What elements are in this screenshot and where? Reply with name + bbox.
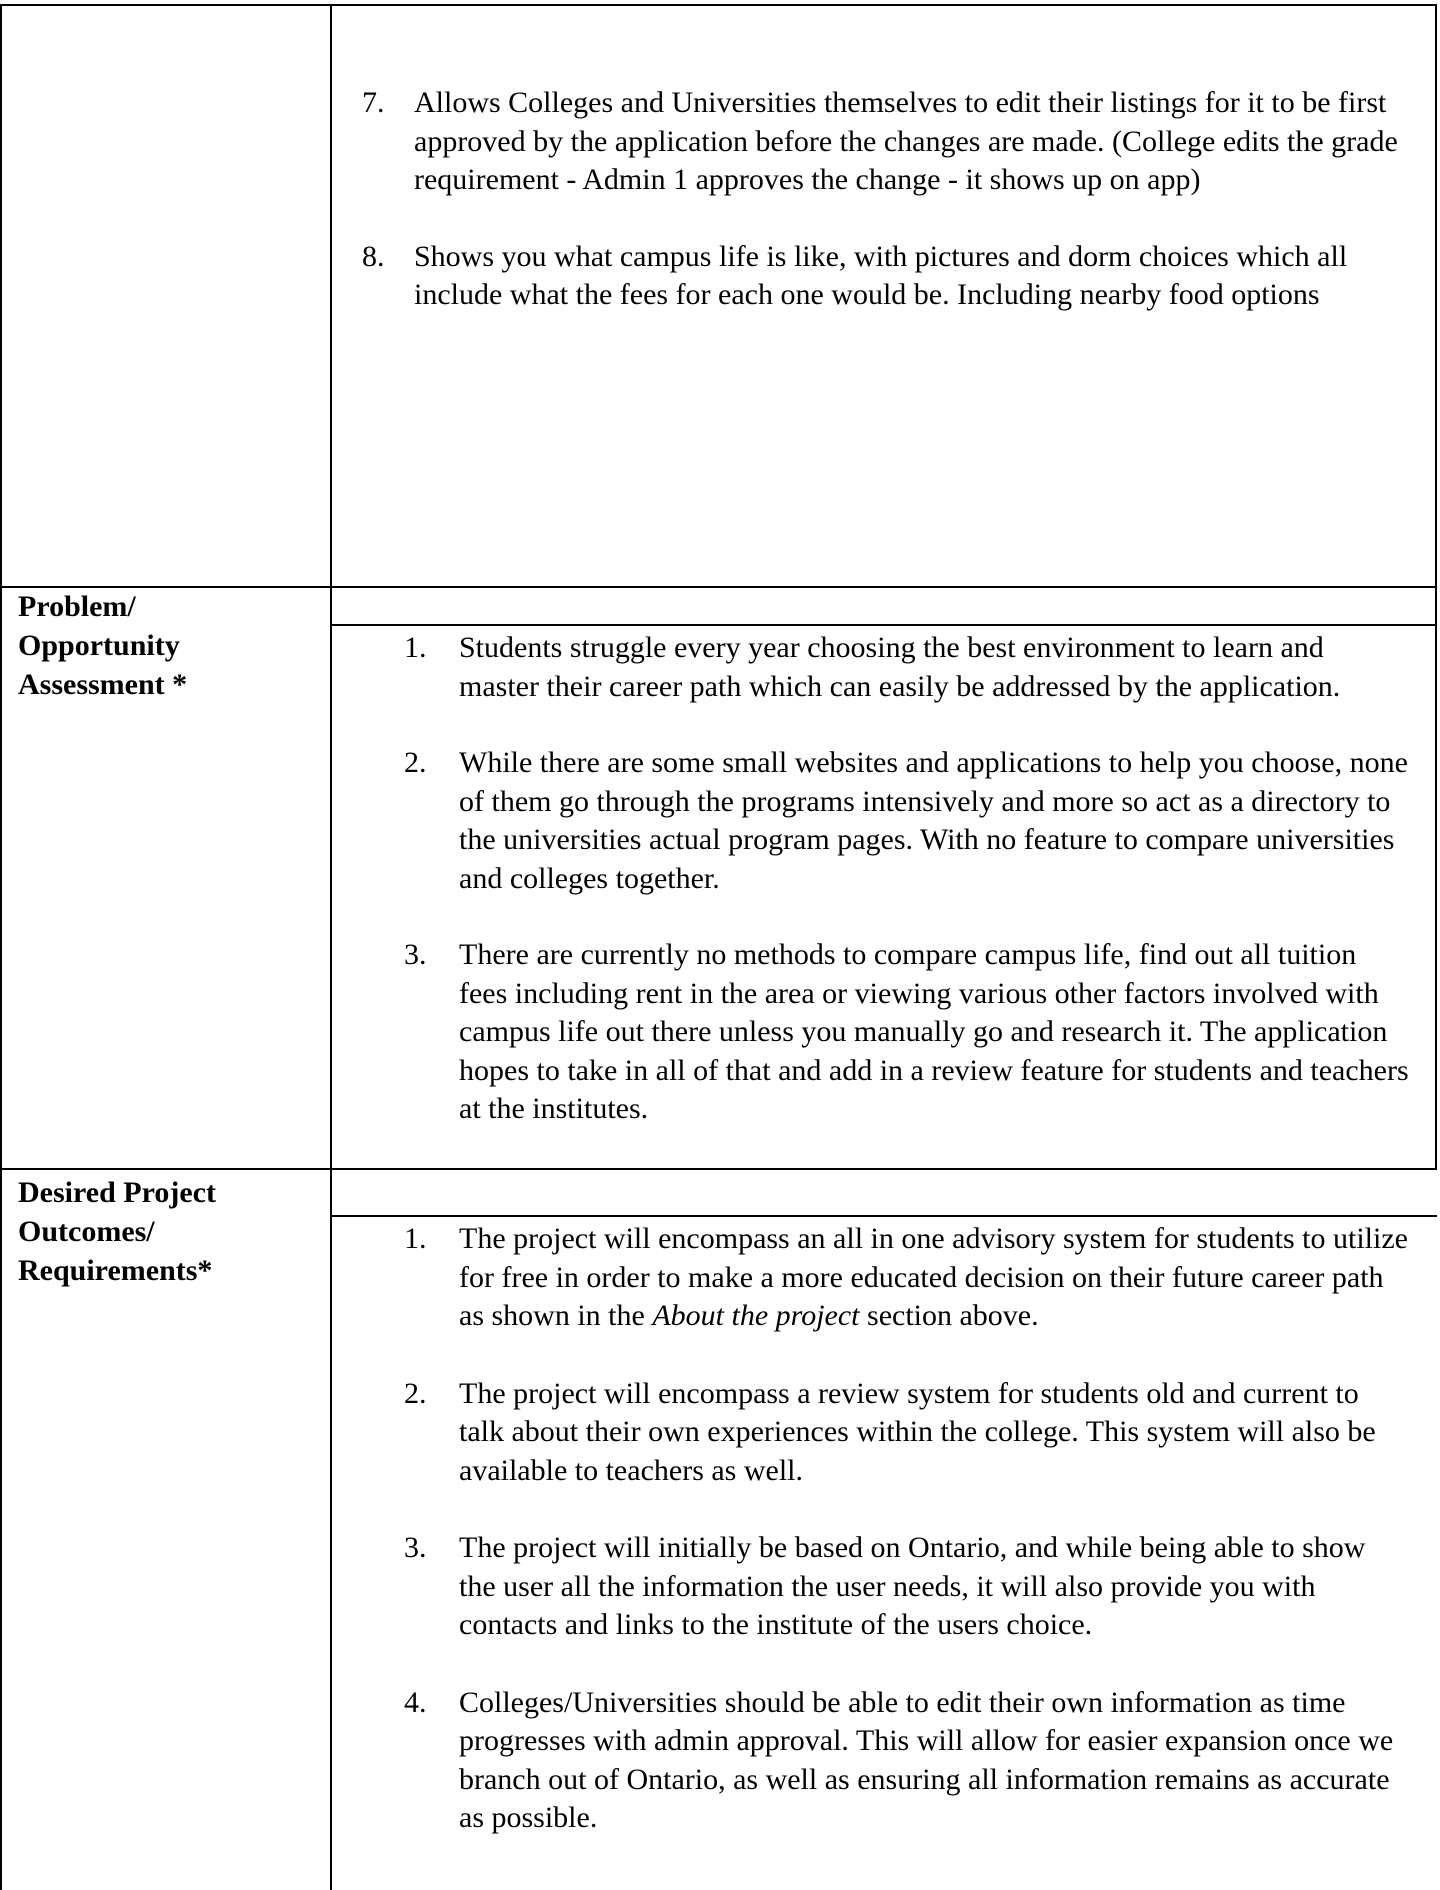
list-item	[404, 744, 1409, 898]
cell-inner-divider	[330, 624, 1437, 626]
list-item-number: 8.	[362, 239, 385, 273]
table-border-top	[0, 4, 1437, 6]
row-label-outcomes	[18, 1173, 318, 1290]
row-label-problem	[18, 587, 318, 704]
label-line: Requirements*	[18, 1254, 213, 1287]
list-item-text: Allows Colleges and Universities themselves to edit their listings for it to be first approved by the application before the changes are made. (College edits the grade requirement - Admin 1 approves the change - it shows up on app)	[414, 86, 1398, 196]
list-item	[362, 84, 1414, 200]
list-item-text: Shows you what campus life is like, with pictures and dorm choices which all include what the fees for each one would be. Including nearby food options	[414, 239, 1348, 311]
list-item-text: section above.	[859, 1299, 1039, 1332]
list-item-text: The project will encompass a review system for students old and current to talk about their own experiences within the college. This system will also be available to teachers as well.	[459, 1376, 1376, 1487]
list-item	[404, 1529, 1409, 1645]
label-line: Desired Project	[18, 1176, 216, 1209]
list-item	[404, 1220, 1409, 1336]
list-item-number: 3.	[404, 938, 427, 971]
cell-inner-divider	[330, 1215, 1437, 1217]
label-line: Problem/	[18, 590, 136, 623]
list-item	[404, 1375, 1409, 1491]
list-item	[362, 238, 1414, 315]
list-item-number: 2.	[404, 746, 427, 779]
list-item-number: 2.	[404, 1376, 427, 1410]
label-line: Assessment *	[18, 668, 188, 701]
list-item-text: The project will encompass an all in one advisory system for students to utilize for free in order to make a more educated decision on their future career path as shown in the	[459, 1222, 1408, 1332]
list-item-text: Colleges/Universities should be able to edit their own information as time progresses with admin approval. This will allow for easier expansion once we branch out of Ontario, as well as ensuring all information remains as accurate as possible.	[459, 1685, 1394, 1834]
label-line: Opportunity	[18, 629, 180, 662]
section-reference: About the project	[652, 1299, 860, 1332]
list-item-text: The project will initially be based on Ontario, and while being able to show the user all the information the user needs, it will also provide you with contacts and links to the institute of the users choice.	[459, 1531, 1366, 1641]
list-item-number: 1.	[404, 1222, 427, 1255]
top-section-list	[362, 84, 1414, 315]
list-item-number: 7.	[362, 86, 385, 119]
list-item	[404, 936, 1409, 1129]
table-border-left	[0, 4, 2, 1890]
column-divider	[330, 4, 332, 1890]
list-item	[404, 1684, 1409, 1838]
list-item	[404, 629, 1409, 706]
list-item-text: While there are some small websites and applications to help you choose, none of them go through the programs intensively and more so act as a directory to the universities actual program pages. With no feature to compare universities and colleges together.	[459, 746, 1408, 895]
list-item-number: 4.	[404, 1685, 427, 1719]
row-divider	[0, 1168, 1437, 1170]
outcomes-list	[404, 1220, 1409, 1838]
list-item-number: 3.	[404, 1531, 427, 1564]
problem-list	[404, 629, 1409, 1129]
label-line: Outcomes/	[18, 1215, 155, 1248]
list-item-number: 1.	[404, 631, 427, 664]
list-item-text: There are currently no methods to compare campus life, find out all tuition fees including rent in the area or viewing various other factors involved with campus life out there unless you manually go and research it. The application hopes to take in all of that and add in a review feature for students and teachers at the institutes.	[459, 938, 1409, 1125]
list-item-text: Students struggle every year choosing the best environment to learn and master their career path which can easily be addressed by the application.	[459, 631, 1341, 703]
